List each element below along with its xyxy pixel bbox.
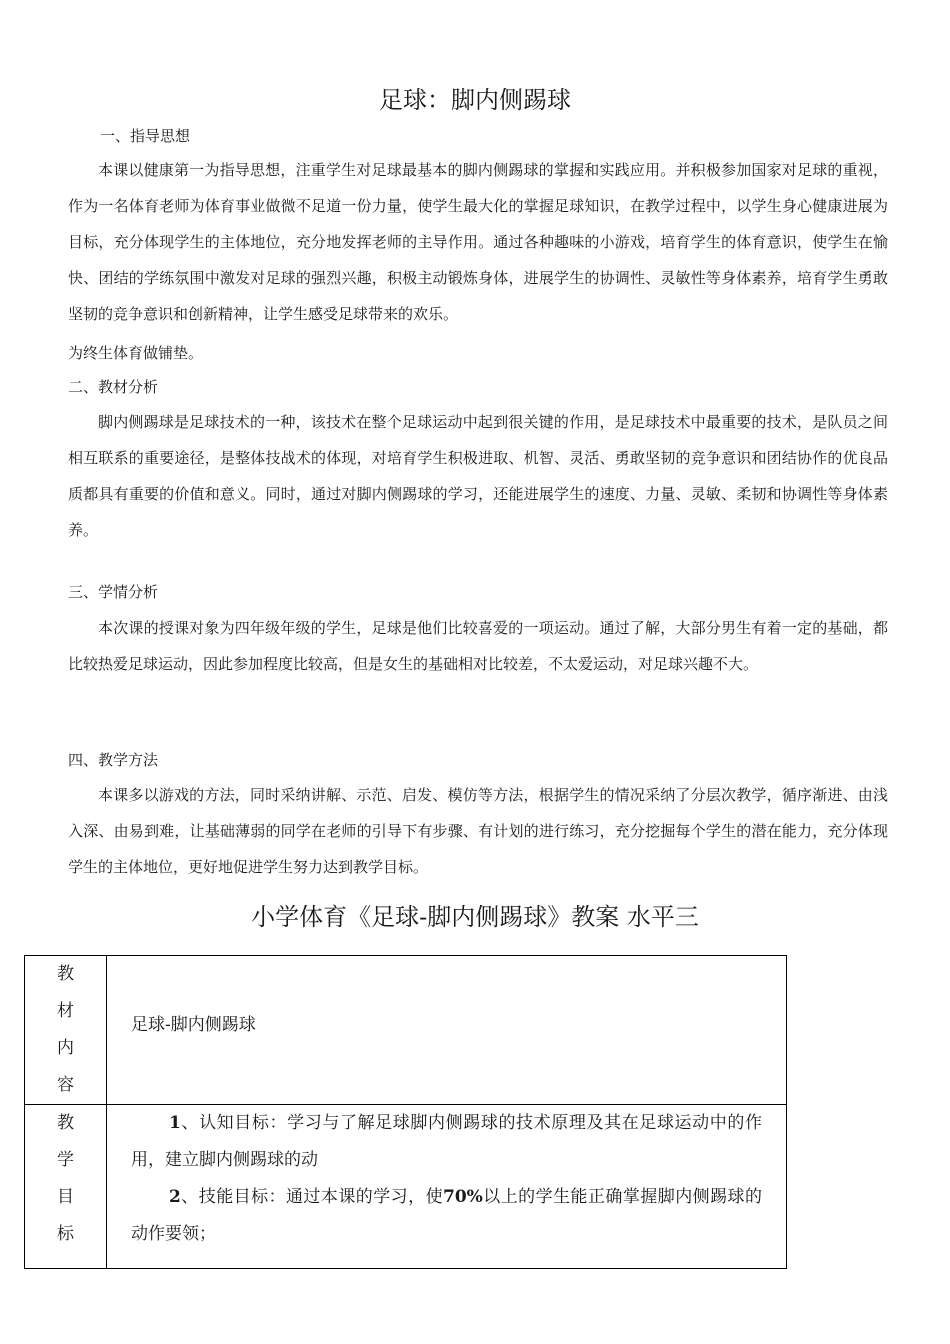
section-heading-guiding: 一、指导思想 [100, 127, 191, 145]
label-teaching-goals: 教学目标 [57, 1113, 74, 1244]
table-row-goals [25, 1105, 787, 1269]
table-content-cell [107, 956, 787, 1105]
goal-skill [107, 1179, 786, 1253]
section-paragraph-guiding-extra: 为终生体育做铺垫。 [68, 344, 204, 362]
goal-cognitive-number: 1 [169, 1113, 181, 1133]
goal-cognitive [107, 1105, 786, 1179]
goal-skill-text-a: 、技能目标：通过本课的学习，使 [180, 1187, 444, 1207]
table-content-cell [107, 1105, 787, 1269]
section-heading-material: 二、教材分析 [68, 378, 159, 396]
section-paragraph-students: 本次课的授课对象为四年级年级的学生，足球是他们比较喜爱的一项运动。通过了解，大部分男生有着一定的基础，都比较热爱足球运动，因此参加程度比较高，但是女生的基础相对比较差，不太爱运动，对足球兴趣不大。 [68, 619, 888, 673]
goal-skill-text-b: 以上的学生能正确掌握脚内侧踢球的动作要领； [131, 1187, 762, 1244]
table-label-cell [25, 1105, 107, 1269]
table-label-cell [25, 956, 107, 1105]
lesson-plan-title: 小学体育《足球-脚内侧踢球》教案 水平三 [251, 903, 699, 931]
page-title: 足球：脚内侧踢球 [379, 86, 571, 114]
lesson-plan-table [24, 955, 787, 1269]
section-heading-students: 三、学情分析 [68, 583, 159, 601]
section-heading-method: 四、教学方法 [68, 751, 159, 769]
table-row-material [25, 956, 787, 1105]
goal-cognitive-text: 、认知目标：学习与了解足球脚内侧踢球的技术原理及其在足球运动中的作用，建立脚内侧踢球的动 [131, 1113, 762, 1170]
label-material-content: 教材内容 [57, 964, 74, 1095]
material-content-text: 足球-脚内侧踢球 [131, 1015, 256, 1035]
section-paragraph-guiding: 本课以健康第一为指导思想，注重学生对足球最基本的脚内侧踢球的掌握和实践应用。并积极参加国家对足球的重视，作为一名体育老师为体育事业做微不足道一份力量，使学生最大化的掌握足球知识，在教学过程中，以学生身心健康进展为目标，充分体现学生的主体地位，充分地发挥老师的主导作用。通过各种趣味的小游戏，培育学生的体育意识，使学生在愉快、团结的学练氛围中激发对足球的强烈兴趣，积极主动锻炼身体，进展学生的协调性、灵敏性等身体素养，培育学生勇敢坚韧的竞争意识和创新精神，让学生感受足球带来的欢乐。 [68, 161, 888, 323]
goal-skill-percent: 70% [443, 1187, 483, 1207]
section-paragraph-material: 脚内侧踢球是足球技术的一种，该技术在整个足球运动中起到很关键的作用，是足球技术中最重要的技术，是队员之间相互联系的重要途径，是整体技战术的体现，对培育学生积极进取、机智、灵活、勇敢坚韧的竞争意识和团结协作的优良品质都具有重要的价值和意义。同时，通过对脚内侧踢球的学习，还能进展学生的速度、力量、灵敏、柔韧和协调性等身体素养。 [68, 413, 888, 539]
section-paragraph-method: 本课多以游戏的方法，同时采纳讲解、示范、启发、模仿等方法，根据学生的情况采纳了分层次教学，循序渐进、由浅入深、由易到难，让基础薄弱的同学在老师的引导下有步骤、有计划的进行练习，充分挖掘每个学生的潜在能力，充分体现学生的主体地位，更好地促进学生努力达到教学目标。 [68, 786, 888, 876]
goal-skill-number: 2 [169, 1187, 181, 1207]
